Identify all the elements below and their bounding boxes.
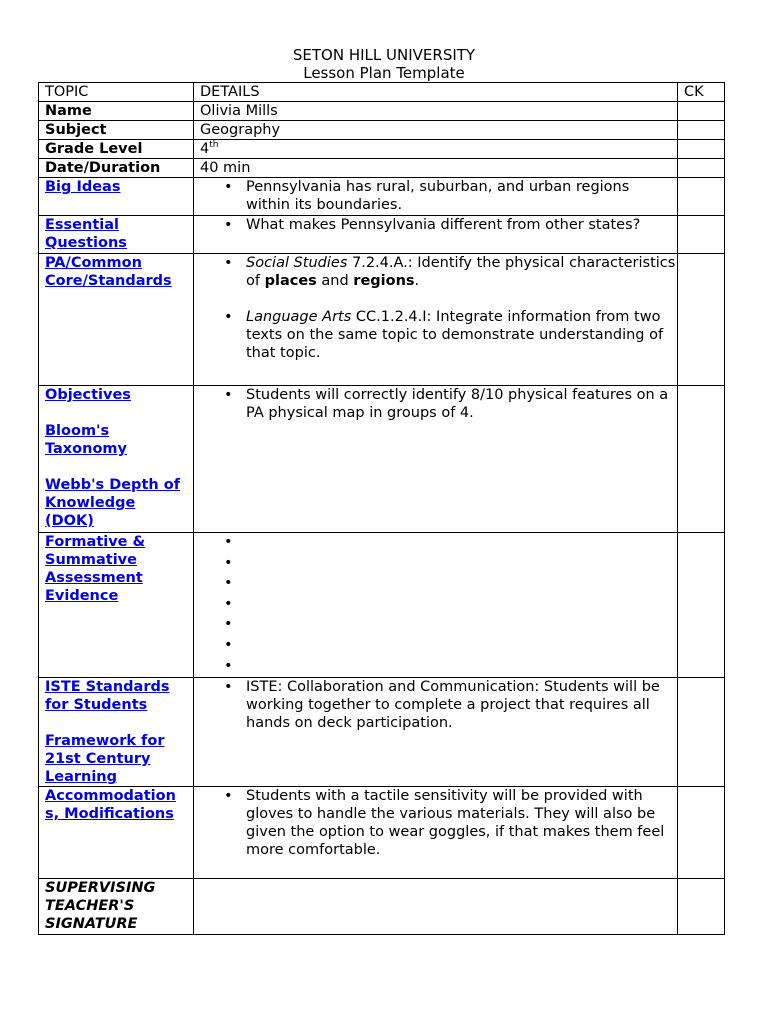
link-line: Essential	[45, 217, 119, 233]
list-item[interactable]	[246, 554, 677, 575]
grade-suffix: th	[209, 140, 219, 151]
webbs-dok-link[interactable]	[45, 476, 193, 530]
big-ideas-link[interactable]: Big Ideas	[45, 179, 121, 195]
row-label-objectives-cell	[39, 386, 194, 533]
university-name: SETON HILL UNIVERSITY	[292, 46, 476, 64]
grade-value: 4	[200, 141, 210, 157]
list-item[interactable]	[246, 657, 677, 678]
document-header	[0, 46, 768, 82]
link-line: (DOK)	[45, 513, 94, 529]
table-row-accommodations	[39, 787, 725, 879]
column-header-topic: TOPIC	[39, 83, 194, 102]
list-item[interactable]	[246, 574, 677, 595]
table-row-big-ideas	[39, 178, 725, 216]
assessment-evidence-link[interactable]	[45, 533, 193, 605]
iste-details	[194, 678, 678, 787]
accommodations-link[interactable]	[45, 787, 193, 823]
check-cell-accommodations[interactable]	[678, 787, 725, 879]
table-row-essential-questions	[39, 216, 725, 254]
row-label-date: Date/Duration	[39, 159, 194, 178]
check-cell-grade[interactable]	[678, 140, 725, 159]
link-line: Learning	[45, 769, 118, 786]
row-label-assessment-cell	[39, 533, 194, 678]
row-label-grade: Grade Level	[39, 140, 194, 159]
lesson-plan-table	[38, 82, 725, 935]
list-item: • ISTE: Collaboration and Communication: Students will be working together to complete a project that requires all hands on deck participation.	[246, 678, 677, 732]
list-item: • What makes Pennsylvania different from other states?	[246, 216, 677, 234]
standard-subject: Social Studies	[246, 255, 348, 271]
template-title: Lesson Plan Template	[303, 64, 465, 82]
standards-link[interactable]	[45, 254, 193, 290]
check-cell-iste[interactable]	[678, 678, 725, 787]
column-header-details: DETAILS	[194, 83, 678, 102]
check-cell-standards[interactable]	[678, 254, 725, 386]
link-line: Framework for	[45, 733, 165, 750]
table-row-objectives	[39, 386, 725, 533]
standard-text: .	[414, 273, 420, 289]
list-item[interactable]	[246, 636, 677, 657]
list-item[interactable]	[246, 595, 677, 616]
list-item	[246, 308, 677, 362]
table-row-iste	[39, 678, 725, 787]
row-label-iste-cell	[39, 678, 194, 787]
row-label-essential-cell	[39, 216, 194, 254]
table-row-grade	[39, 140, 725, 159]
big-ideas-details	[194, 178, 678, 216]
assessment-details	[194, 533, 678, 678]
table-row-subject	[39, 121, 725, 140]
framework-21st-century-link[interactable]	[45, 732, 193, 786]
check-cell-big-ideas[interactable]	[678, 178, 725, 216]
list-item: • Pennsylvania has rural, suburban, and urban regions within its boundaries.	[246, 178, 677, 214]
label-line: SUPERVISING	[45, 880, 156, 897]
table-header-row	[39, 83, 725, 102]
standard-keyword: places	[264, 273, 317, 289]
link-line: Accommodation	[45, 788, 176, 805]
link-line: s, Modifications	[45, 806, 174, 823]
label-line: TEACHER'S	[45, 898, 135, 915]
objectives-details	[194, 386, 678, 533]
subject-value[interactable]: Geography	[194, 121, 678, 140]
link-line: Formative &	[45, 534, 146, 550]
link-line: Evidence	[45, 588, 119, 604]
table-row-date	[39, 159, 725, 178]
standard-subject: Language Arts	[246, 309, 352, 325]
link-line: Taxonomy	[45, 441, 127, 457]
accommodations-details	[194, 787, 678, 879]
link-line: Knowledge	[45, 495, 136, 511]
list-item	[246, 254, 677, 290]
check-cell-essential[interactable]	[678, 216, 725, 254]
signature-field[interactable]	[194, 879, 678, 935]
blooms-taxonomy-link[interactable]	[45, 422, 193, 458]
standard-text: CC.1.2.4.I: Integrate information from two texts on the same topic to demonstrate understanding of that topic.	[246, 309, 664, 361]
row-label-big-ideas-cell	[39, 178, 194, 216]
standard-keyword: regions	[353, 273, 415, 289]
date-value[interactable]: 40 min	[194, 159, 678, 178]
table-row-assessment	[39, 533, 725, 678]
list-item[interactable]	[246, 533, 677, 554]
row-label-accommodations-cell	[39, 787, 194, 879]
link-line: Core/Standards	[45, 273, 172, 289]
check-cell-objectives[interactable]	[678, 386, 725, 533]
label-line: SIGNATURE	[45, 916, 138, 933]
standards-details	[194, 254, 678, 386]
name-value[interactable]: Olivia Mills	[194, 102, 678, 121]
table-row-name	[39, 102, 725, 121]
column-header-check: CK	[678, 83, 725, 102]
iste-standards-link[interactable]	[45, 678, 193, 714]
essential-questions-details	[194, 216, 678, 254]
link-line: 21st Century	[45, 751, 151, 768]
list-item[interactable]	[246, 615, 677, 636]
row-label-standards-cell	[39, 254, 194, 386]
link-line: for Students	[45, 697, 148, 714]
check-cell-signature[interactable]	[678, 879, 725, 935]
grade-cell[interactable]	[194, 140, 678, 159]
link-line: Webb's Depth of	[45, 477, 181, 493]
check-cell-assessment[interactable]	[678, 533, 725, 678]
link-line: Bloom's	[45, 423, 110, 439]
objectives-link[interactable]: Objectives	[45, 387, 131, 403]
row-label-signature-cell	[39, 879, 194, 935]
link-line: Summative	[45, 552, 137, 568]
check-cell-date[interactable]	[678, 159, 725, 178]
link-line: Assessment	[45, 570, 143, 586]
essential-questions-link[interactable]	[45, 216, 193, 252]
row-label-name: Name	[39, 102, 194, 121]
check-cell-subject[interactable]	[678, 121, 725, 140]
table-row-signature	[39, 879, 725, 935]
link-line: ISTE Standards	[45, 679, 170, 696]
table-row-standards	[39, 254, 725, 386]
link-line: PA/Common	[45, 255, 142, 271]
list-item: • Students will correctly identify 8/10 physical features on a PA physical map in groups of 4.	[246, 386, 677, 422]
row-label-subject: Subject	[39, 121, 194, 140]
standard-text: and	[316, 273, 354, 289]
standard-text: 7.2.4.A.: Identify the physical characteristics of	[246, 255, 676, 289]
signature-label	[45, 879, 193, 933]
link-line: Questions	[45, 235, 127, 251]
list-item: • Students with a tactile sensitivity will be provided with gloves to handle the various materials. They will also be given the option to wear goggles, if that makes them feel more comfortable.	[246, 787, 677, 859]
check-cell-name[interactable]	[678, 102, 725, 121]
